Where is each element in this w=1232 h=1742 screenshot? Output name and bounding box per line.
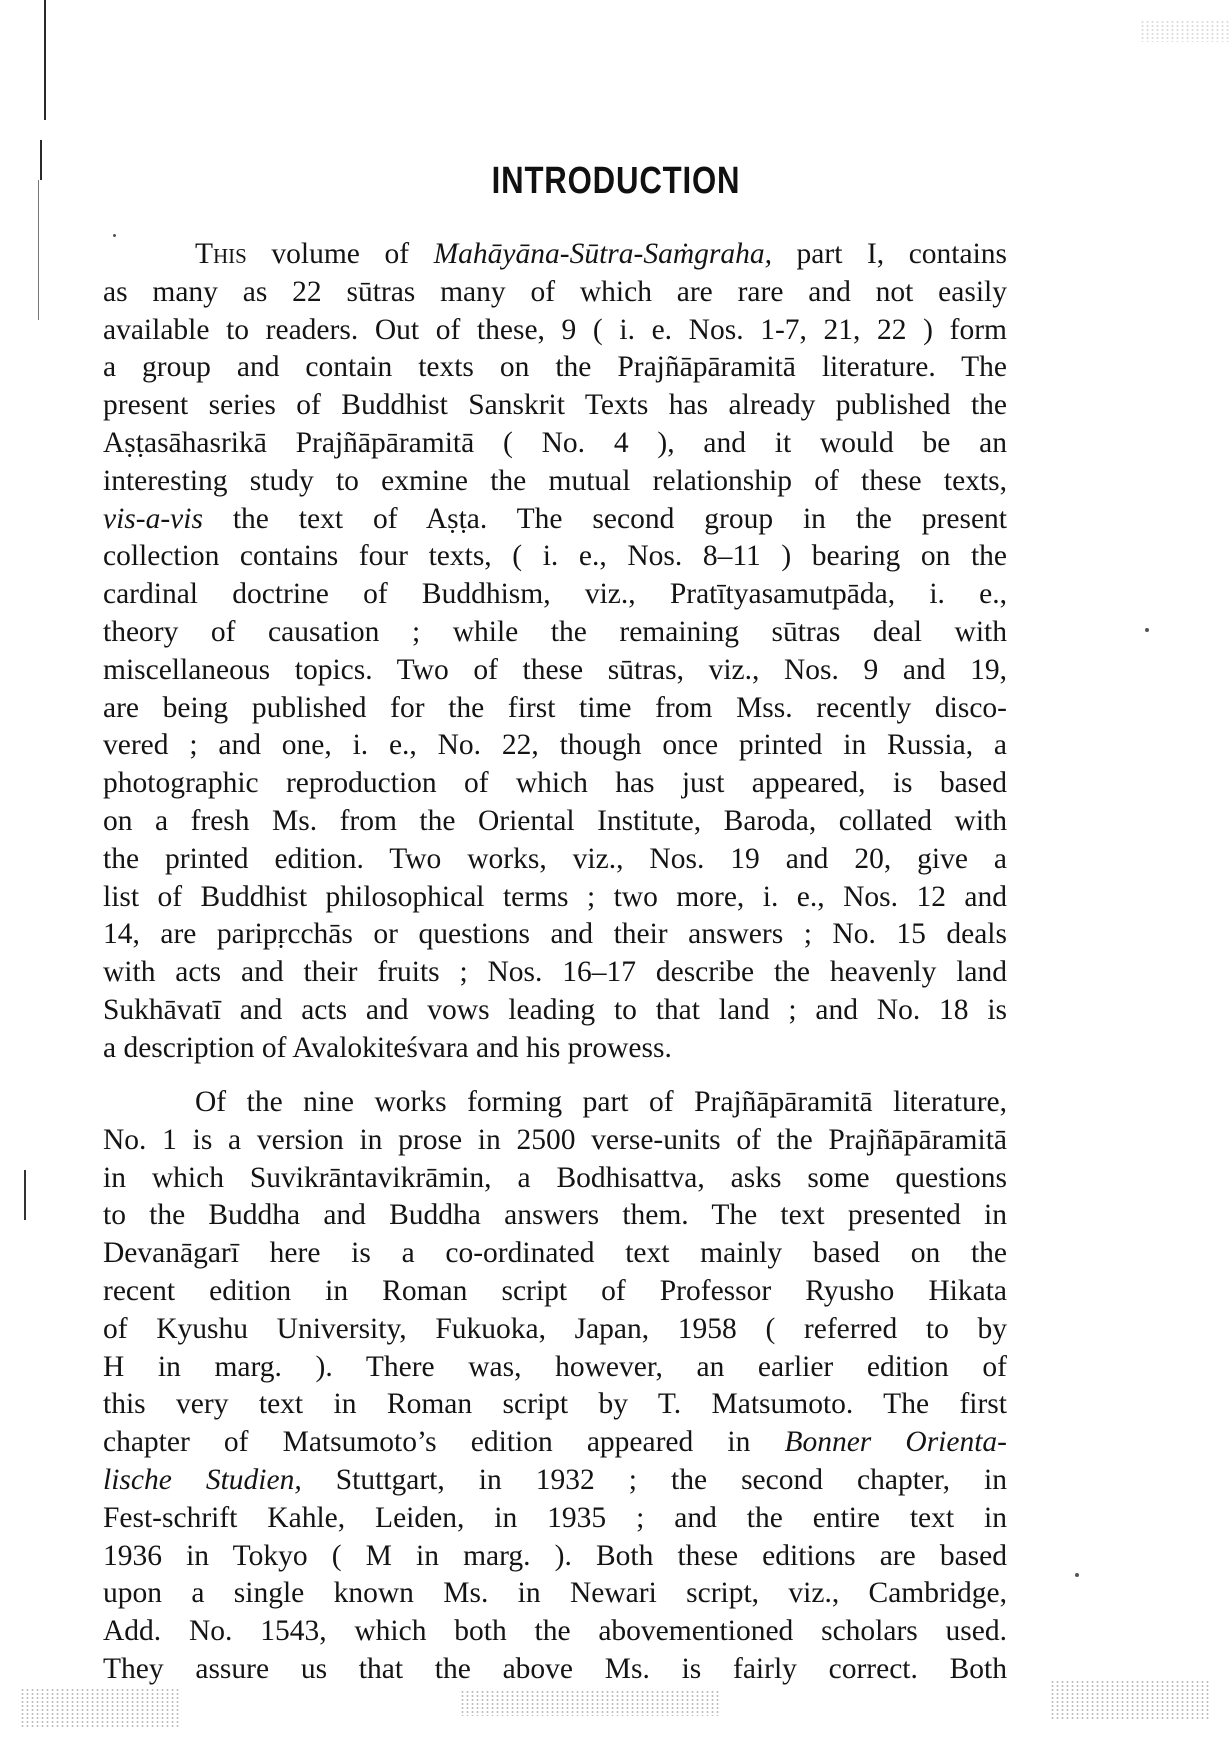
text-line: to the Buddha and Buddha answers them. The text presented in xyxy=(103,1199,1007,1232)
text-line: the printed edition. Two works, viz., Nos. 19 and 20, give a xyxy=(103,842,1007,875)
paragraph-2 xyxy=(103,1084,1007,1689)
text-line: Of the nine works forming part of Prajñāpāramitā literature, xyxy=(195,1086,1007,1118)
text-line: available to readers. Out of these, 9 ( i. e. Nos. 1-7, 21, 22 ) form xyxy=(103,313,1007,346)
text-line: list of Buddhist philosophical terms ; two more, i. e., Nos. 12 and xyxy=(103,880,1007,913)
text-line: on a fresh Ms. from the Oriental Institute, Baroda, collated with xyxy=(103,804,1007,837)
text-line: a group and contain texts on the Prajñāpāramitā literature. The xyxy=(103,351,1007,384)
text-line: They assure us that the above Ms. is fairly correct. Both xyxy=(103,1652,1007,1685)
text-line: Sukhāvatī and acts and vows leading to that land ; and No. 18 is xyxy=(103,993,1007,1026)
text-line: present series of Buddhist Sanskrit Texts has already published the xyxy=(103,389,1007,422)
text-line: recent edition in Roman script of Professor Ryusho Hikata xyxy=(103,1274,1007,1307)
scan-speck xyxy=(1075,1573,1079,1577)
text-line: collection contains four texts, ( i. e., Nos. 8–11 ) bearing on the xyxy=(103,540,1007,573)
binding-shadow xyxy=(44,0,46,120)
text-line xyxy=(103,1424,1007,1462)
binding-shadow xyxy=(24,1170,26,1220)
journal-title: lische Studien, xyxy=(103,1463,302,1496)
text-line xyxy=(103,1462,1007,1500)
text-line: Fest-schrift Kahle, Leiden, in 1935 ; and the entire text in xyxy=(103,1501,1007,1534)
text-line: a description of Avalokiteśvara and his prowess. xyxy=(103,1031,672,1064)
text-line xyxy=(103,236,1007,274)
scan-noise xyxy=(1140,20,1230,42)
text-line: 1936 in Tokyo ( M in marg. ). Both these editions are based xyxy=(103,1539,1007,1572)
binding-shadow xyxy=(40,140,42,180)
text-span: part I, contains xyxy=(771,238,1008,270)
text-line: Devanāgarī here is a co-ordinated text mainly based on the xyxy=(103,1237,1007,1270)
text-line: are being published for the first time from Mss. recently disco- xyxy=(103,691,1007,724)
text-line: in which Suvikrāntavikrāmin, a Bodhisattva, asks some questions xyxy=(103,1161,1007,1194)
text-span: Stuttgart, in 1932 ; the second chapter, in xyxy=(301,1463,1007,1496)
text-span: chapter of Matsumoto’s edition appeared in xyxy=(103,1426,785,1459)
scan-noise xyxy=(1050,1680,1210,1720)
text-line: photographic reproduction of which has just appeared, is based xyxy=(103,767,1007,800)
text-line: miscellaneous topics. Two of these sūtras, viz., Nos. 9 and 19, xyxy=(103,653,1007,686)
text-span: the text of Aṣṭa. The second group in the present xyxy=(202,502,1007,535)
text-line: upon a single known Ms. in Newari script, viz., Cambridge, xyxy=(103,1577,1007,1610)
text-line xyxy=(103,501,1007,539)
text-line: 14, are paripṛcchās or questions and their answers ; No. 15 deals xyxy=(103,918,1007,951)
text-span: volume of xyxy=(246,238,434,270)
text-line: this very text in Roman script by T. Matsumoto. The first xyxy=(103,1388,1007,1421)
binding-shadow xyxy=(38,180,39,320)
text-line: theory of causation ; while the remaining sūtras deal with xyxy=(103,615,1007,648)
text-line: vered ; and one, i. e., No. 22, though once printed in Russia, a xyxy=(103,729,1007,762)
scan-speck xyxy=(1145,628,1149,632)
text-line: H in marg. ). There was, however, an earlier edition of xyxy=(103,1350,1007,1383)
text-line: Add. No. 1543, which both the abovementioned scholars used. xyxy=(103,1615,1007,1648)
text-line: interesting study to exmine the mutual relationship of these texts, xyxy=(103,464,1007,497)
text-line: with acts and their fruits ; Nos. 16–17 describe the heavenly land xyxy=(103,956,1007,989)
scan-noise xyxy=(460,1690,720,1716)
journal-title: Bonner Orienta- xyxy=(784,1426,1007,1459)
paragraph-1 xyxy=(103,236,1007,1068)
text-line: No. 1 is a version in prose in 2500 verse-units of the Prajñāpāramitā xyxy=(103,1123,1007,1156)
drop-word: This xyxy=(195,238,247,270)
scan-noise xyxy=(20,1688,180,1728)
text-line: of Kyushu University, Fukuoka, Japan, 1958 ( referred to by xyxy=(103,1312,1007,1345)
text-line: cardinal doctrine of Buddhism, viz., Pratītyasamutpāda, i. e., xyxy=(103,578,1007,611)
page-title: INTRODUCTION xyxy=(491,160,741,202)
text-line: Aṣṭasāhasrikā Prajñāpāramitā ( No. 4 ), and it would be an xyxy=(103,426,1007,459)
book-title: Mahāyāna-Sūtra-Saṁgraha, xyxy=(433,238,772,270)
italic-phrase: vis-a-vis xyxy=(103,502,203,535)
text-line: as many as 22 sūtras many of which are rare and not easily xyxy=(103,275,1007,308)
